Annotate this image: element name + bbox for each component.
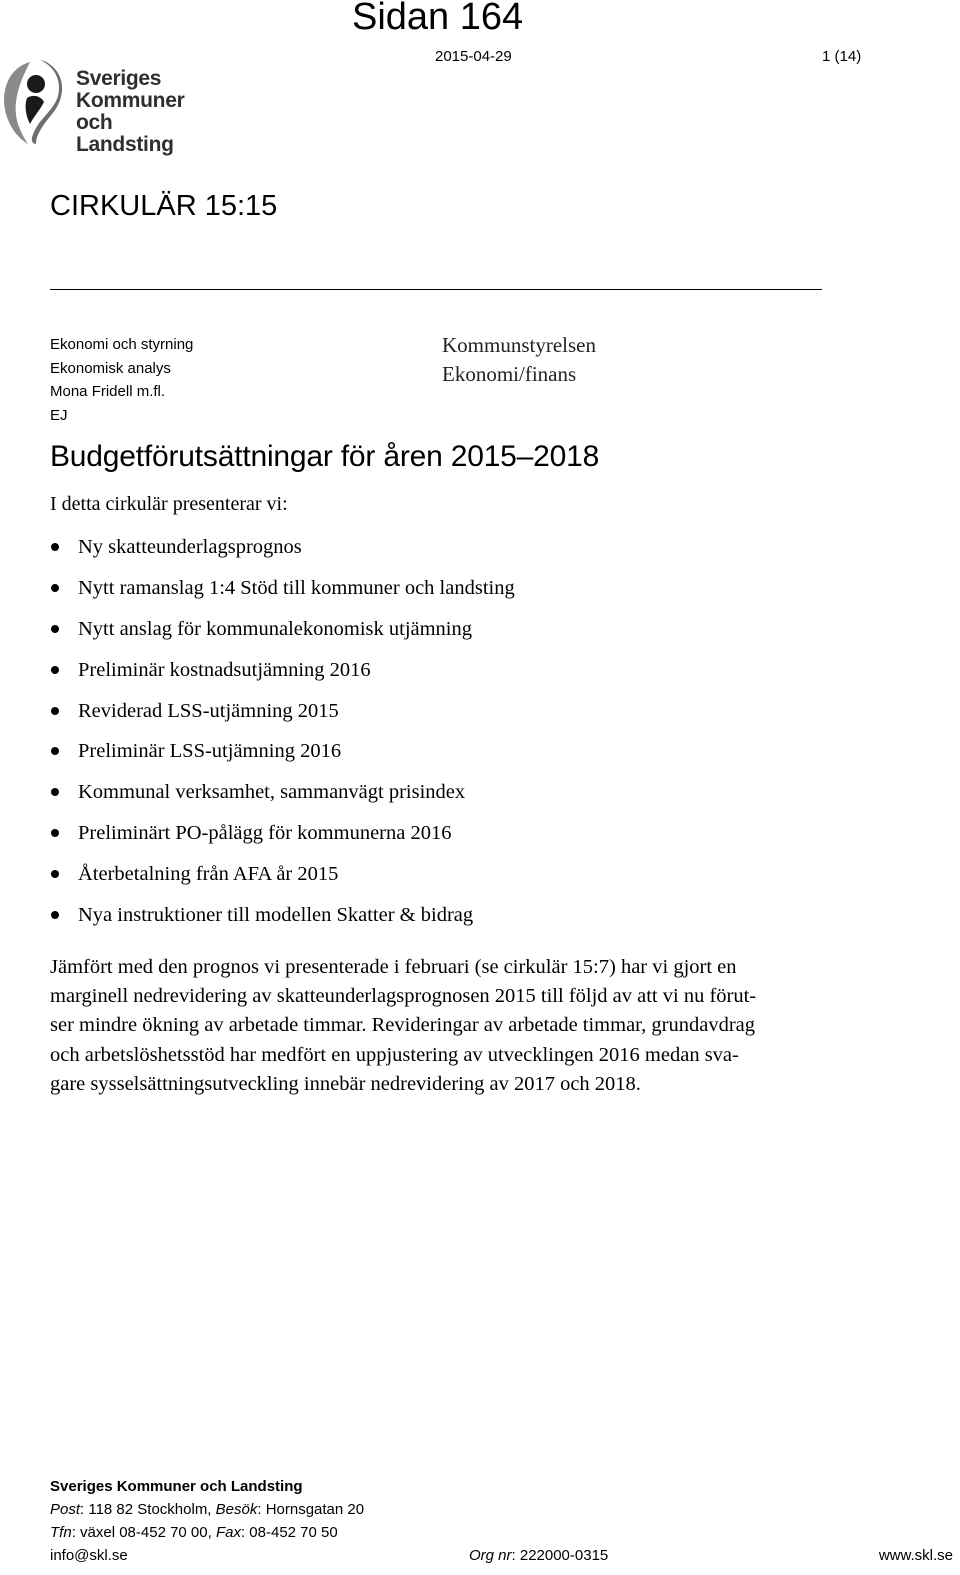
recipient-line: Kommunstyrelsen	[442, 333, 596, 357]
sender-line: Ekonomi och styrning	[50, 336, 194, 353]
list-item	[50, 775, 515, 816]
bullet-icon	[51, 625, 59, 633]
paragraph-line: gare sysselsättningsutveckling innebär nedrevidering av 2017 och 2018.	[50, 1072, 641, 1095]
sender-line: EJ	[50, 406, 68, 424]
list-item	[50, 898, 515, 939]
document-date: 2015-04-29	[435, 48, 512, 65]
bullet-icon	[51, 543, 59, 551]
document-heading: Budgetförutsättningar för åren 2015–2018	[50, 440, 600, 473]
recipient-block	[442, 331, 596, 389]
phone-value: : växel 08-452 70 00,	[71, 1524, 216, 1541]
footer-contact-row	[50, 1544, 960, 1567]
list-item	[50, 734, 515, 775]
list-item	[50, 816, 515, 857]
footer-org-name: Sveriges Kommuner och Landsting	[50, 1478, 303, 1495]
footer	[50, 1475, 960, 1567]
divider	[50, 289, 822, 290]
orgnr-value: : 222000-0315	[511, 1547, 609, 1564]
footer-phone-row	[50, 1521, 960, 1544]
paragraph-line: marginell nedrevidering av skatteunderlagsprognosen 2015 till följd av att vi nu förut-	[50, 985, 757, 1008]
intro-text: I detta cirkulär presenterar vi:	[50, 493, 288, 515]
list-item	[50, 694, 515, 735]
list-item	[50, 612, 515, 653]
bullet-icon	[51, 829, 59, 837]
skl-logo-mark-icon	[0, 58, 66, 144]
bullet-icon	[51, 788, 59, 796]
list-item-text: Preliminär LSS-utjämning 2016	[78, 740, 342, 763]
visit-label: Besök	[215, 1501, 258, 1518]
fax-label: Fax	[215, 1524, 241, 1541]
logo-line: Sveriges	[76, 67, 162, 90]
topic-list	[50, 530, 515, 939]
list-item-text: Nytt anslag för kommunalekonomisk utjämning	[78, 617, 473, 640]
sender-line: Mona Fridell m.fl.	[50, 383, 166, 400]
phone-label: Tfn	[50, 1524, 72, 1541]
bullet-icon	[51, 747, 59, 755]
page-number: 1 (14)	[822, 48, 862, 65]
circular-title: CIRKULÄR 15:15	[50, 190, 278, 222]
fax-value: : 08-452 70 50	[240, 1524, 338, 1541]
bullet-icon	[51, 870, 59, 878]
paragraph-line: och arbetslöshetsstöd har medfört en uppjustering av utvecklingen 2016 medan sva-	[50, 1043, 739, 1066]
list-item	[50, 530, 515, 571]
post-value: : 118 82 Stockholm,	[80, 1501, 216, 1518]
logo	[0, 58, 210, 156]
footer-email[interactable]: info@skl.se	[50, 1547, 128, 1564]
list-item-text: Nytt ramanslag 1:4 Stöd till kommuner och landsting	[78, 576, 515, 599]
footer-orgnr	[469, 1544, 608, 1567]
footer-org-row	[50, 1475, 960, 1498]
logo-line: och Landsting	[76, 111, 174, 156]
body-paragraph	[50, 953, 870, 1099]
list-item-text: Kommunal verksamhet, sammanvägt prisindex	[78, 781, 466, 804]
list-item	[50, 653, 515, 694]
footer-website[interactable]: www.skl.se	[878, 1547, 953, 1564]
list-item-text: Reviderad LSS-utjämning 2015	[78, 699, 339, 722]
footer-address-row	[50, 1498, 960, 1521]
page-title: Sidan 164	[352, 0, 524, 38]
list-item-text: Preliminärt PO-pålägg för kommunerna 2016	[78, 822, 452, 845]
paragraph-line: ser mindre ökning av arbetade timmar. Revideringar av arbetade timmar, grundavdrag	[50, 1014, 756, 1037]
list-item-text: Preliminär kostnadsutjämning 2016	[78, 658, 371, 681]
paragraph-line: Jämfört med den prognos vi presenterade i februari (se cirkulär 15:7) har vi gjort en	[50, 956, 737, 978]
visit-value: : Hornsgatan 20	[257, 1501, 365, 1518]
logo-text	[76, 68, 210, 156]
bullet-icon	[51, 584, 59, 592]
sender-line: Ekonomisk analys	[50, 359, 171, 377]
list-item	[50, 571, 515, 612]
logo-line: Kommuner	[76, 89, 185, 112]
orgnr-label: Org nr	[469, 1547, 512, 1564]
post-label: Post	[50, 1501, 81, 1518]
bullet-icon	[51, 666, 59, 674]
list-item-text: Ny skatteunderlagsprognos	[78, 536, 302, 558]
recipient-line: Ekonomi/finans	[442, 362, 577, 386]
list-item	[50, 857, 515, 898]
bullet-icon	[51, 911, 59, 919]
list-item-text: Återbetalning från AFA år 2015	[78, 863, 339, 886]
list-item-text: Nya instruktioner till modellen Skatter & bidrag	[78, 904, 474, 927]
bullet-icon	[51, 707, 59, 715]
sender-block	[50, 333, 193, 427]
